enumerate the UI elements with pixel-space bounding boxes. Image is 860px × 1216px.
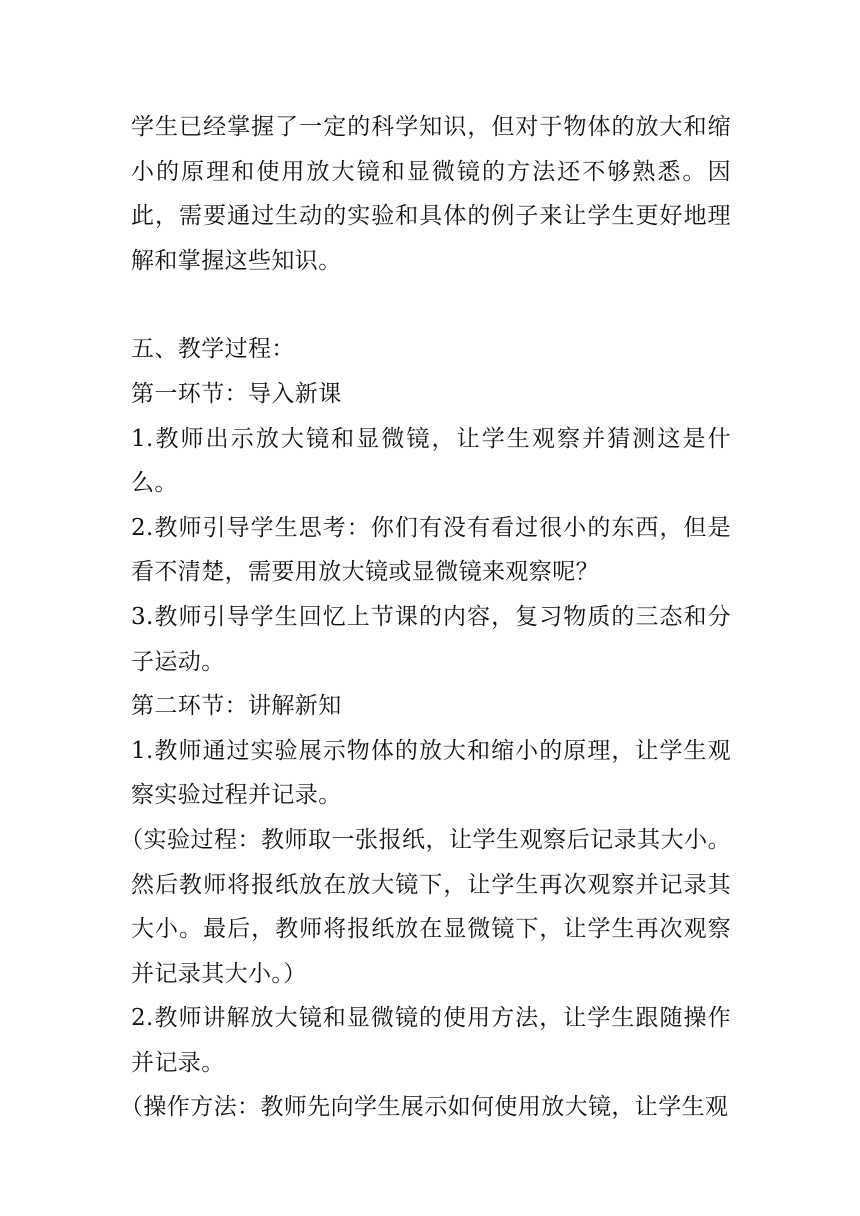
- stage2-item-2: 2.教师讲解放大镜和显微镜的使用方法，让学生跟随操作并记录。: [131, 1005, 731, 1076]
- stage1-item-3: 3.教师引导学生回忆上节课的内容，复习物质的三态和分子运动。: [131, 603, 731, 675]
- document-body: [120, 105, 731, 1130]
- section-heading: 五、教学过程：: [131, 336, 295, 363]
- stage1-item-2: 2.教师引导学生思考：你们有没有看过很小的东西，但是看不清楚，需要用放大镜或显微镜来观察呢？: [131, 514, 731, 586]
- stage2-item-1: 1.教师通过实验展示物体的放大和缩小的原理，让学生观察实验过程并记录。: [131, 737, 731, 809]
- stage2-title: 第二环节：讲解新知: [131, 693, 342, 720]
- stage1-item-1: 1.教师出示放大镜和显微镜，让学生观察并猜测这是什么。: [131, 425, 731, 497]
- stage2-experiment-note: （实验过程：教师取一张报纸，让学生观察后记录其大小。然后教师将报纸放在放大镜下，让学生再次观察并记录其大小。最后，教师将报纸放在显微镜下，让学生再次观察并记录其大小。）: [120, 826, 731, 987]
- stage1-title: 第一环节：导入新课: [131, 380, 342, 407]
- paragraph-spacer: [131, 283, 731, 327]
- stage2-operation-note: （操作方法：教师先向学生展示如何使用放大镜，让学生观: [120, 1094, 729, 1121]
- intro-paragraph: 学生已经掌握了一定的科学知识，但对于物体的放大和缩小的原理和使用放大镜和显微镜的方法还不够熟悉。因此，需要通过生动的实验和具体的例子来让学生更好地理解和掌握这些知识。: [131, 114, 731, 274]
